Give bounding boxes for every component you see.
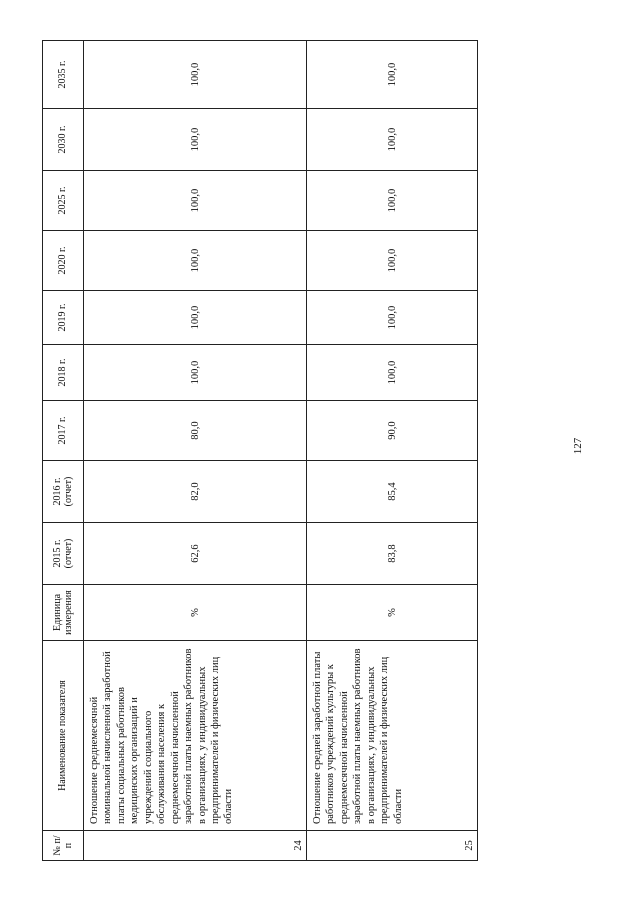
rotated-page-content — [42, 41, 475, 861]
header-unit: Единица измерения — [43, 585, 84, 641]
header-year: 2020 г. — [43, 231, 84, 291]
value-cell: 100,0 — [84, 171, 307, 231]
header-name: Наименование показателя — [43, 641, 84, 831]
value-cell: 82,0 — [84, 461, 307, 523]
value-cell: 100,0 — [84, 291, 307, 345]
header-year: 2018 г. — [43, 345, 84, 401]
header-year: 2019 г. — [43, 291, 84, 345]
header-year: 2015 г. (отчет) — [43, 523, 84, 585]
header-year: 2025 г. — [43, 171, 84, 231]
value-cell: 62,6 — [84, 523, 307, 585]
header-year: 2017 г. — [43, 401, 84, 461]
unit-cell: % — [307, 585, 478, 641]
header-year: 2016 г. (отчет) — [43, 461, 84, 523]
value-cell: 100,0 — [307, 291, 478, 345]
indicator-name: Отношение средней заработной платы работников учреждений культуры к среднемесячной начисленной заработной платы наемных работников в организациях, у индивидуальных предпринимателей и физических лиц области — [307, 641, 478, 831]
value-cell: 100,0 — [307, 231, 478, 291]
value-cell: 83,8 — [307, 523, 478, 585]
indicator-name: Отношение среднемесячной номинальной начисленной заработной платы социальных работников медицинских организаций и учреждений социального обслуживания населения к среднемесячной начисленной заработной платы наемных работников в организациях, у индивидуальных предпринимателей и физических лиц области — [84, 641, 307, 831]
value-cell: 100,0 — [307, 345, 478, 401]
value-cell: 85,4 — [307, 461, 478, 523]
row-number: 24 — [84, 831, 307, 861]
page-number: 127 — [572, 437, 584, 455]
value-cell: 100,0 — [84, 345, 307, 401]
unit-cell: % — [84, 585, 307, 641]
value-cell: 100,0 — [84, 109, 307, 171]
header-year: 2035 г. — [43, 41, 84, 109]
indicators-table — [42, 40, 478, 861]
value-cell: 100,0 — [307, 41, 478, 109]
header-row — [43, 41, 84, 861]
header-num: № п/п — [43, 831, 84, 861]
row-number: 25 — [307, 831, 478, 861]
value-cell: 100,0 — [307, 171, 478, 231]
value-cell: 90,0 — [307, 401, 478, 461]
value-cell: 100,0 — [84, 231, 307, 291]
value-cell: 80,0 — [84, 401, 307, 461]
value-cell: 100,0 — [307, 109, 478, 171]
value-cell: 100,0 — [84, 41, 307, 109]
table-row — [84, 41, 307, 861]
header-year: 2030 г. — [43, 109, 84, 171]
table-row — [307, 41, 478, 861]
